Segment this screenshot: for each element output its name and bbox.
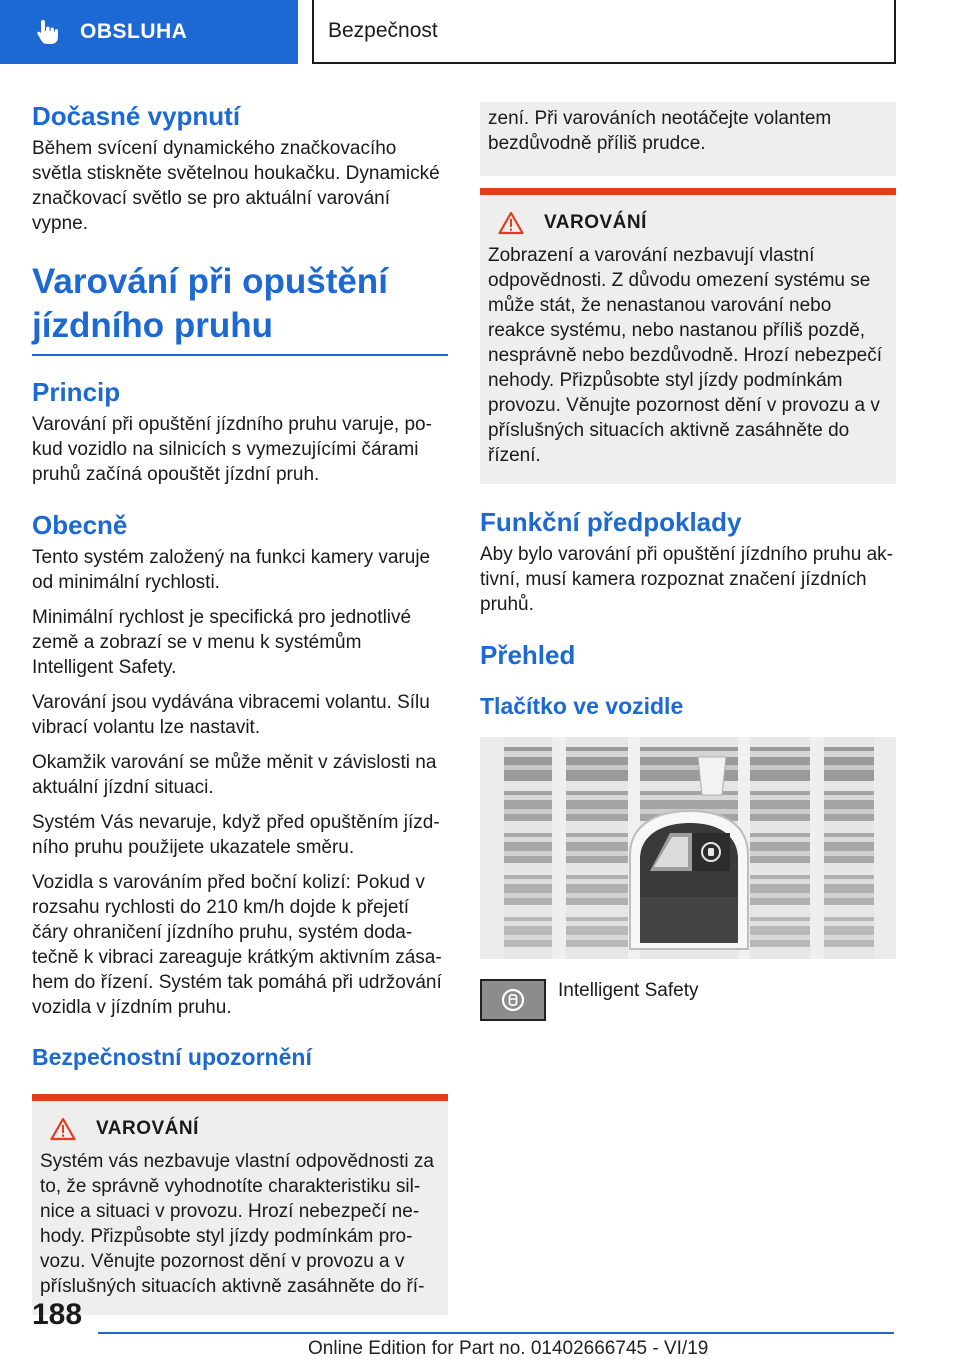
warning-triangle-icon: [50, 1117, 76, 1141]
chapter-label: Bezpečnost: [328, 19, 438, 42]
page-number: 188: [32, 1298, 83, 1331]
intelligent-safety-button-icon: [480, 979, 546, 1021]
heading-overview: Přehled: [480, 640, 576, 670]
chapter-title: Varování při opuštění jízdního pruhu: [32, 260, 448, 356]
heading-temporary-off: Dočasné vypnutí: [32, 101, 241, 131]
warning-continuation-text: zení. Při varováních neotáčejte volantem bezdůvodně příliš prudce.: [488, 108, 832, 154]
paragraph-general-4: Okamžik varování se může měnit v závislosti na aktuální jízdní situaci.: [32, 752, 437, 798]
warning-text: Systém vás nezbavuje vlastní odpovědnosti za to, že správně vyhodnotíte charakteristiku silnice a situaci v provozu. Hrozí nebezpečí nehody. Přizpůsobte styl jízdy podmínkám provozu. Věnujte pozornost dění v provozu a v příslušných situacích aktivně zasáhněte do ří-: [40, 1151, 434, 1297]
warning-title: VAROVÁNÍ: [96, 1118, 199, 1139]
paragraph-principle: Varování při opuštění jízdního pruhu varuje, pokud vozidlo na silnicích s vymezujícími čárami pruhů začíná opouštět jízdní pruh.: [32, 414, 432, 485]
paragraph-general-1: Tento systém založený na funkci kamery varuje od minimální rychlosti.: [32, 547, 431, 593]
heading-button-in-vehicle: Tlačítko ve vozidle: [480, 693, 684, 719]
button-panel-photo: [480, 737, 896, 959]
paragraph-prerequisites: Aby bylo varování při opuštění jízdního pruhu aktivní, musí kamera rozpoznat značení jízdních pruhů.: [480, 544, 893, 615]
section-label: OBSLUHA: [80, 20, 188, 43]
warning-box-2: [480, 188, 896, 484]
paragraph-temporary-off: Během svícení dynamického značkovacího světla stiskněte světelnou houkačku. Dynamické značkovací světlo se pro aktuální varování vypne.: [32, 138, 440, 234]
warning-title-2: VAROVÁNÍ: [544, 212, 647, 233]
chapter-tab: [312, 0, 896, 64]
warning-text-2: Zobrazení a varování nezbavují vlastní odpovědnosti. Z důvodu omezení systému se může stát, že nenastanou varování nebo reakce systému, nebo nastanou příliš pozdě, nesprávně nebo bezdůvodně. Hrozí nebezpečí nehody. Přizpůsobte styl jízdy podmínkám provozu. Věnujte pozornost dění v provozu a v příslušných situacích aktivně zasáhněte do řízení.: [488, 245, 882, 466]
hand-pointer-icon: [34, 18, 62, 46]
paragraph-general-5: Systém Vás nevaruje, když před opuštěním jízdního pruhu použijete ukazatele směru.: [32, 812, 440, 858]
section-tab: [0, 0, 298, 64]
paragraph-general-3: Varování jsou vydávána vibracemi volantu. Sílu vibrací volantu lze nastavit.: [32, 692, 430, 738]
legend-label: Intelligent Safety: [558, 980, 699, 1001]
warning-continuation-box: [480, 102, 896, 176]
warning-triangle-icon: [498, 211, 524, 235]
right-column: [480, 102, 896, 1021]
warning-box: [32, 1094, 448, 1315]
legend-row: [480, 979, 896, 1021]
footer-divider: [98, 1332, 894, 1334]
left-column: [32, 100, 448, 1315]
heading-principle: Princip: [32, 377, 121, 407]
heading-general: Obecně: [32, 510, 128, 540]
footer-edition: Online Edition for Part no. 01402666745 - VI/19: [308, 1338, 709, 1359]
paragraph-general-6: Vozidla s varováním před boční kolizí: Pokud v rozsahu rychlosti do 210 km/h dojde k přejetí čáry ohraničení jízdního pruhu, systém dodatečně k vibraci zareaguje krátkým aktivním zásahem do řízení. Systém tak pomáhá při udržování vozidla v jízdním pruhu.: [32, 872, 442, 1018]
paragraph-general-2: Minimální rychlost je specifická pro jednotlivé země a zobrazí se v menu k systémům Intelligent Safety.: [32, 607, 412, 678]
heading-prerequisites: Funkční předpoklady: [480, 507, 742, 537]
heading-safety-notes: Bezpečnostní upozornění: [32, 1044, 312, 1070]
